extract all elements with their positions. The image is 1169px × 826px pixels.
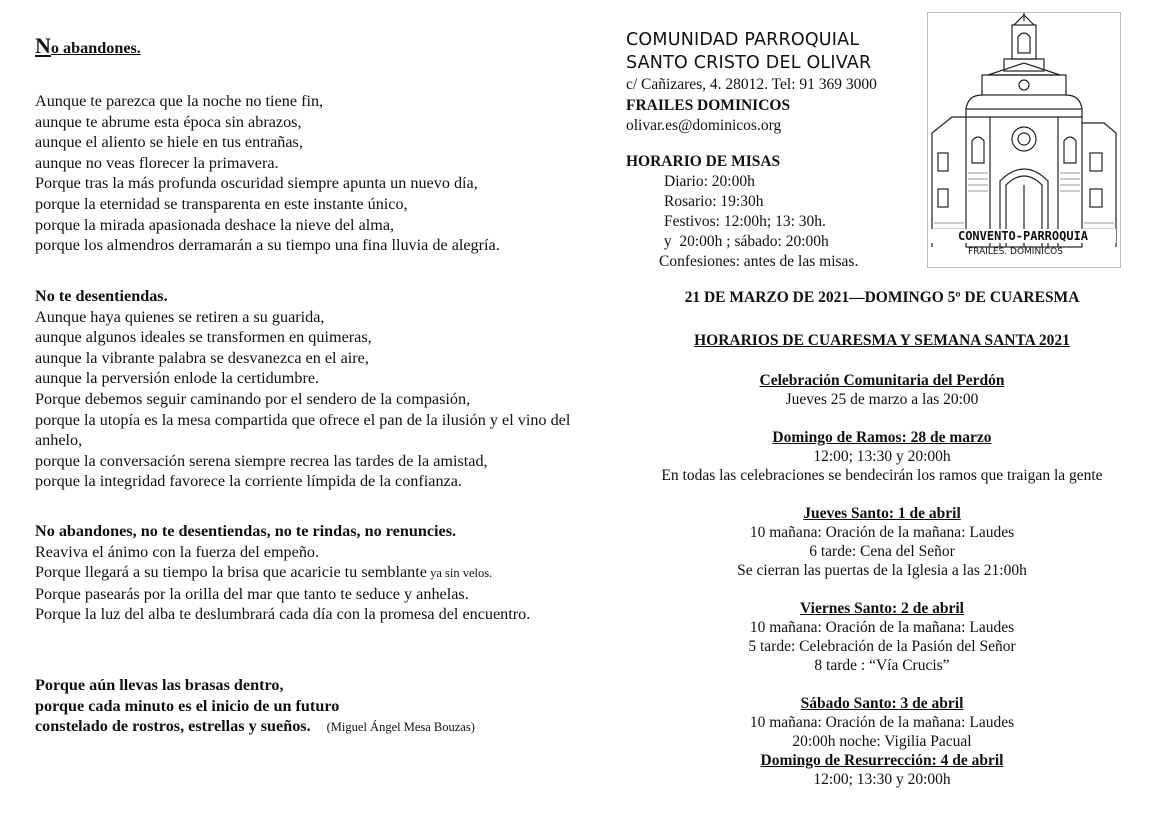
poem-author: (Miguel Ángel Mesa Bouzas) — [326, 720, 475, 735]
poem-line: aunque el aliento se hiele en tus entrañas, — [35, 133, 303, 152]
poem-line: porque los almendros derramarán a su tiempo una fina lluvia de alegría. — [35, 236, 500, 255]
mass-line: Festivos: 12:00h; 13: 30h. — [664, 213, 826, 230]
church-drawing — [927, 12, 1121, 268]
event-line: 12:00; 13:30 y 20:00h — [813, 448, 951, 465]
event — [612, 371, 1152, 409]
event-title: Celebración Comunitaria del Perdón — [759, 372, 1005, 389]
parish-email: olivar.es@dominicos.org — [626, 117, 782, 134]
event — [612, 504, 1152, 580]
poem-line: porque la integridad favorece la corriente límpida de la confianza. — [35, 472, 462, 491]
lent-schedule-title: HORARIOS DE CUARESMA Y SEMANA SANTA 2021 — [694, 332, 1070, 349]
mass-line: Rosario: 19:30h — [664, 193, 764, 210]
event-line: 10 mañana: Oración de la mañana: Laudes — [749, 714, 1015, 731]
event — [612, 694, 1152, 751]
poem-line: porque la mirada apasionada deshace la nieve del alma, — [35, 215, 395, 234]
stanza-heading: No te desentiendas. — [35, 287, 168, 305]
parish-address: c/ Cañizares, 4. 28012. Tel: 91 369 3000 — [626, 76, 877, 93]
poem-stanza-2 — [35, 286, 575, 492]
event — [612, 751, 1152, 789]
poem-line-text: constelado de rostros, estrellas y sueños. — [35, 717, 311, 736]
mass-line: Diario: 20:00h — [664, 173, 755, 190]
poem-line: Aunque te parezca que la noche no tiene fin, — [35, 92, 324, 110]
poem-line: porque la eternidad se transparenta en este instante único, — [35, 194, 408, 213]
poem-line: porque cada minuto es el inicio de un futuro — [35, 696, 340, 715]
event-line: Se cierran las puertas de la Iglesia a las 21:00h — [737, 562, 1027, 579]
poem-line: Porque la luz del alba te deslumbrará cada día con la promesa del encuentro. — [35, 605, 531, 624]
event-line: Jueves 25 de marzo a las 20:00 — [785, 391, 979, 408]
mass-schedule — [626, 152, 858, 272]
parish-header — [626, 29, 877, 137]
drawing-subcaption: FRAILES. DOMINICOS — [968, 247, 1063, 257]
poem-stanza-3 — [35, 521, 560, 625]
poem-line: porque la utopía es la mesa compartida que ofrece el pan de la ilusión y el vino del anhelo, — [35, 410, 571, 450]
event-line: 12:00; 13:30 y 20:00h — [813, 771, 951, 788]
poem-line-text: Porque llegará a su tiempo la brisa que acaricie tu semblante — [35, 563, 427, 582]
poem-line: aunque la vibrante palabra se desvanezca en el aire, — [35, 348, 369, 367]
event — [612, 428, 1152, 485]
poem-line: Porque aún llevas las brasas dentro, — [35, 676, 284, 694]
poem-title-initial: N — [35, 33, 51, 58]
event-line: En todas las celebraciones se bendecirán los ramos que traigan la gente — [661, 467, 1103, 484]
event — [612, 599, 1152, 675]
poem-line: Aunque haya quienes se retiren a su guarida, — [35, 307, 325, 326]
poem-line: Reaviva el ánimo con la fuerza del empeño. — [35, 542, 320, 561]
parish-name-line1: COMUNIDAD PARROQUIAL — [626, 30, 860, 50]
event-line: 6 tarde: Cena del Señor — [809, 543, 955, 560]
mass-line: y 20:00h ; sábado: 20:00h — [660, 233, 829, 250]
event-title: Domingo de Ramos: 28 de marzo — [772, 429, 992, 446]
event-title: Viernes Santo: 2 de abril — [800, 600, 964, 617]
event-title: Sábado Santo: 3 de abril — [800, 695, 964, 712]
poem-line: aunque la perversión enlode la certidumbre. — [35, 369, 320, 388]
poem-closing — [35, 675, 575, 738]
poem-line: aunque no veas florecer la primavera. — [35, 153, 279, 172]
mass-schedule-title: HORARIO DE MISAS — [626, 153, 781, 170]
event-line: 20:00h noche: Vigilia Pacual — [792, 733, 972, 750]
poem-line: aunque algunos ideales se transformen en quimeras, — [35, 328, 372, 347]
poem-line — [35, 562, 560, 584]
events-list — [612, 371, 1152, 789]
event-title: Domingo de Resurrección: 4 de abril — [760, 752, 1004, 769]
drawing-caption: CONVENTO-PARROQUIA — [930, 229, 1116, 243]
poem-line — [35, 716, 575, 738]
event-line: 8 tarde : “Vía Crucis” — [814, 657, 950, 674]
poem-stanza-1 — [35, 91, 575, 256]
event-line: 10 mañana: Oración de la mañana: Laudes — [749, 619, 1015, 636]
event-title: Jueves Santo: 1 de abril — [803, 505, 961, 522]
event-line: 5 tarde: Celebración de la Pasión del Señor — [748, 638, 1016, 655]
poem-line: aunque te abrume esta época sin abrazos, — [35, 112, 302, 131]
poem-line-small: ya sin velos. — [426, 566, 493, 581]
mass-line: Confesiones: antes de las misas. — [659, 253, 859, 270]
parish-name-line2: SANTO CRISTO DEL OLIVAR — [626, 53, 872, 73]
poem-line: Porque debemos seguir caminando por el sendero de la compasión, — [35, 389, 471, 408]
parish-order: FRAILES DOMINICOS — [626, 96, 791, 114]
stanza-heading: No abandones, no te desentiendas, no te rindas, no renuncies. — [35, 522, 457, 540]
liturgical-date: 21 DE MARZO DE 2021—DOMINGO 5º DE CUARESMA — [684, 289, 1080, 306]
poem-line: porque la conversación serena siempre recrea las tardes de la amistad, — [35, 451, 488, 470]
poem-title — [35, 33, 575, 59]
event-line: 10 mañana: Oración de la mañana: Laudes — [749, 524, 1015, 541]
poem-line: Porque pasearás por la orilla del mar que tanto te seduce y anhelas. — [35, 584, 469, 603]
poem-title-rest: o abandones. — [50, 39, 141, 57]
poem-line: Porque tras la más profunda oscuridad siempre apunta un nuevo día, — [35, 174, 478, 193]
